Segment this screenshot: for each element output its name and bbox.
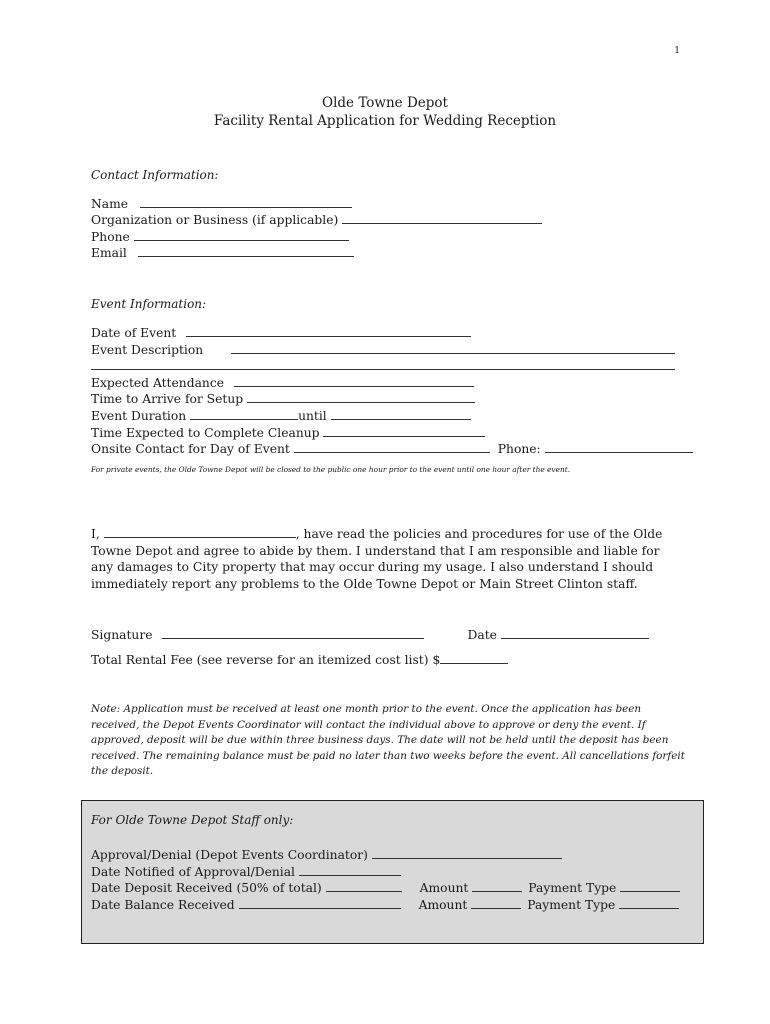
- agreement-i: I,: [91, 527, 100, 541]
- document-title: Olde Towne Depot: [322, 95, 448, 111]
- onsite-phone-label: Phone:: [497, 442, 541, 456]
- deposit-payment-type-field[interactable]: [620, 880, 680, 892]
- private-events-note: For private events, the Olde Towne Depot will be closed to the public one hour prior to the event until one hour after the event.: [91, 465, 571, 474]
- attendance-field[interactable]: [234, 375, 474, 387]
- fee-label: Total Rental Fee (see reverse for an itemized cost list) $: [91, 653, 441, 667]
- phone-label: Phone: [91, 230, 130, 244]
- page-number: 1: [674, 46, 680, 56]
- balance-amount-label: Amount: [418, 898, 468, 912]
- fee-field[interactable]: [440, 652, 508, 664]
- agreement-text-first: , have read the policies and procedures for use of the Olde Towne: [91, 527, 663, 558]
- until-label: until: [298, 409, 327, 423]
- organization-field[interactable]: [342, 212, 542, 224]
- deposit-row: [91, 880, 680, 896]
- email-label: Email: [91, 246, 127, 260]
- document-subtitle: Facility Rental Application for Wedding Reception: [213, 113, 557, 129]
- contact-heading: Contact Information:: [91, 168, 219, 182]
- email-row: [91, 245, 354, 261]
- balance-label: Date Balance Received: [91, 898, 235, 912]
- agreement-paragraph: [91, 526, 681, 592]
- deposit-amount-label: Amount: [419, 881, 469, 895]
- balance-payment-type-label: Payment Type: [527, 898, 616, 912]
- approval-label: Approval/Denial (Depot Events Coordinator): [91, 848, 368, 862]
- staff-only-box: [81, 800, 704, 944]
- notified-field[interactable]: [299, 864, 401, 876]
- onsite-contact-label: Onsite Contact for Day of Event: [91, 442, 290, 456]
- name-label: Name: [91, 197, 129, 211]
- event-date-row: [91, 325, 471, 341]
- balance-amount-field[interactable]: [471, 897, 521, 909]
- event-description-row-2: [91, 358, 675, 374]
- event-description-field-2[interactable]: [91, 358, 675, 370]
- date-field[interactable]: [501, 627, 649, 639]
- event-date-field[interactable]: [186, 325, 471, 337]
- email-field[interactable]: [138, 245, 354, 257]
- staff-heading: For Olde Towne Depot Staff only:: [91, 813, 294, 827]
- event-date-label: Date of Event: [91, 326, 177, 340]
- deposit-label: Date Deposit Received (50% of total): [91, 881, 322, 895]
- setup-field[interactable]: [247, 391, 475, 403]
- notified-row: [91, 864, 401, 880]
- organization-label: Organization or Business (if applicable): [91, 213, 339, 227]
- phone-field[interactable]: [134, 229, 349, 241]
- notified-label: Date Notified of Approval/Denial: [91, 865, 295, 879]
- balance-date-field[interactable]: [239, 897, 401, 909]
- event-description-field[interactable]: [231, 342, 675, 354]
- date-label: Date: [467, 628, 497, 642]
- balance-payment-type-field[interactable]: [619, 897, 679, 909]
- deposit-amount-field[interactable]: [472, 880, 522, 892]
- attendance-row: [91, 375, 474, 391]
- application-note: Note: Application must be received at least one month prior to the event. Once the application has been received, the Depot Events Coordinator will contact the individual above to approve or deny the event. If approved, deposit will be due within three business days. The date will not be held until the deposit has been received. The remaining balance must be paid no later than two weeks before the event. All cancellations forfeit the deposit.: [91, 703, 685, 777]
- event-heading: Event Information:: [91, 297, 207, 311]
- signature-row: [91, 627, 649, 643]
- name-field[interactable]: [140, 196, 352, 208]
- duration-row: [91, 408, 471, 424]
- deposit-date-field[interactable]: [326, 880, 402, 892]
- agreement-text-rest: Depot and agree to abide by them. I understand that I am responsible and liable for any damages to City property that may occur during my usage. I also understand I should immediately report any problems to the Olde Towne Depot or Main Street Clinton staff.: [91, 543, 660, 591]
- phone-row: [91, 229, 349, 245]
- attendance-label: Expected Attendance: [91, 376, 224, 390]
- agreement-name-field[interactable]: [104, 526, 296, 538]
- balance-row: [91, 897, 679, 913]
- setup-label: Time to Arrive for Setup: [91, 392, 244, 406]
- cleanup-row: [91, 425, 485, 441]
- onsite-contact-field[interactable]: [294, 441, 490, 453]
- event-description-label: Event Description: [91, 343, 204, 357]
- fee-row: [91, 652, 508, 668]
- cleanup-field[interactable]: [323, 425, 485, 437]
- setup-row: [91, 391, 475, 407]
- onsite-contact-row: [91, 441, 693, 457]
- duration-end-field[interactable]: [331, 408, 471, 420]
- event-description-row: [91, 342, 675, 358]
- approval-row: [91, 847, 562, 863]
- signature-label: Signature: [91, 628, 153, 642]
- duration-start-field[interactable]: [190, 408, 298, 420]
- deposit-payment-type-label: Payment Type: [528, 881, 617, 895]
- signature-field[interactable]: [162, 627, 424, 639]
- organization-row: [91, 212, 542, 228]
- approval-field[interactable]: [372, 847, 562, 859]
- onsite-phone-field[interactable]: [545, 441, 693, 453]
- cleanup-label: Time Expected to Complete Cleanup: [91, 426, 320, 440]
- name-row: [91, 196, 352, 212]
- duration-label: Event Duration: [91, 409, 187, 423]
